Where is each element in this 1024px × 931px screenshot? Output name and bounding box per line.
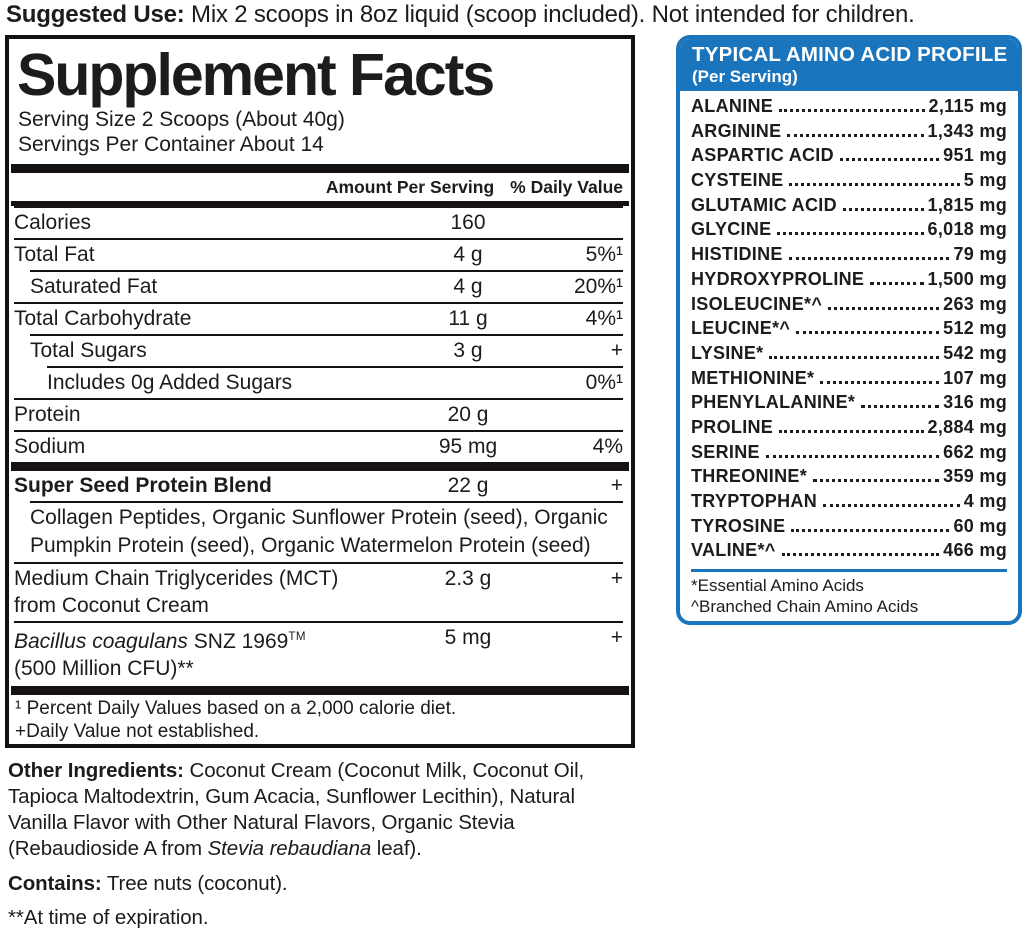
mct-label [14, 565, 393, 619]
amino-name: HYDROXYPROLINE [691, 268, 865, 289]
amino-name: ALANINE [691, 96, 774, 116]
dot-leader [782, 553, 940, 556]
dot-leader [787, 134, 923, 137]
table-row-mct [14, 562, 623, 621]
nutrient-label: Calories [14, 211, 92, 234]
amino-value: 60 mg [953, 515, 1007, 536]
amino-row [691, 491, 1007, 516]
amino-row [691, 466, 1007, 491]
blend-amount: 22 g [447, 474, 489, 497]
dot-leader [766, 455, 939, 458]
suggested-use-label: Suggested Use: [6, 1, 185, 28]
amino-name: TYROSINE [691, 515, 786, 536]
dot-leader [813, 479, 939, 482]
expiration-note: **At time of expiration. [8, 906, 209, 929]
nutrient-amount: 3 g [453, 339, 483, 362]
other-ingredients-text-1: Coconut Cream (Coconut Milk, Coconut Oil, Tapioca Maltodextrin, Gum Acacia, Sunflower Lecithin), Natural Vanilla Flavor with Other Natural Flavors, Organic Stevia (Rebaudioside A from [8, 759, 585, 860]
suggested-use [6, 1, 1020, 28]
probiotic-dv: + [610, 626, 623, 649]
amino-row [691, 442, 1007, 467]
amino-value: 512 mg [943, 318, 1007, 339]
amino-row [691, 368, 1007, 393]
amino-name: THREONINE* [691, 466, 808, 487]
amino-value: 542 mg [943, 342, 1007, 363]
blend-dv: + [610, 474, 623, 497]
amino-name: TRYPTOPHAN [691, 491, 818, 511]
dot-leader [789, 257, 950, 260]
nutrient-label: Protein [14, 403, 81, 426]
table-row-total-sugars [30, 334, 623, 366]
amino-name: LYSINE* [691, 342, 764, 363]
dot-leader [823, 504, 960, 507]
dot-leader [843, 208, 924, 211]
table-row-protein [14, 398, 623, 430]
dot-leader [820, 381, 939, 384]
amino-row [691, 121, 1007, 146]
nutrient-label: Saturated Fat [30, 275, 158, 298]
amino-row [691, 392, 1007, 417]
nutrient-dv: 5%¹ [585, 243, 623, 266]
nutrient-dv: 0%¹ [585, 371, 623, 394]
table-row-saturated-fat [30, 270, 623, 302]
probiotic-amount: 5 mg [444, 626, 492, 649]
probiotic-label [14, 624, 393, 682]
amount-per-serving-header: Amount Per Serving [325, 177, 495, 197]
amino-name: METHIONINE* [691, 367, 815, 388]
probiotic-strain: SNZ 1969 [187, 630, 289, 653]
amino-row [691, 96, 1007, 121]
probiotic-cfu: (500 Million CFU)** [14, 657, 194, 680]
blend-name: Super Seed Protein Blend [14, 474, 272, 497]
nutrient-dv: + [610, 339, 623, 362]
branched-footnote: ^Branched Chain Amino Acids [691, 597, 919, 617]
other-ingredients-text-2: leaf). [371, 837, 422, 860]
not-established-footnote: +Daily Value not established. [15, 720, 260, 742]
nutrient-label: Includes 0g Added Sugars [47, 371, 293, 394]
amino-value: 1,815 mg [927, 194, 1007, 215]
column-headers [14, 173, 623, 201]
amino-panel-header [680, 39, 1018, 91]
dot-leader [777, 232, 923, 235]
nutrient-dv: 20%¹ [573, 275, 623, 298]
amino-value: 951 mg [943, 145, 1007, 166]
nutrient-amount: 4 g [453, 275, 483, 298]
nutrient-amount: 95 mg [438, 435, 498, 458]
amino-value: 359 mg [943, 466, 1007, 487]
dot-leader [779, 430, 923, 433]
amino-name: PHENYLALANINE* [691, 392, 856, 413]
amino-row [691, 170, 1007, 195]
other-ingredients-label: Other Ingredients: [8, 759, 184, 782]
daily-value-header: % Daily Value [510, 177, 623, 197]
divider-bar [11, 686, 629, 695]
daily-value-footnote: ¹ Percent Daily Values based on a 2,000 calorie diet. [15, 698, 457, 719]
amino-name: LEUCINE*^ [691, 318, 791, 339]
amino-panel-title: TYPICAL AMINO ACID PROFILE [692, 43, 1008, 66]
amino-row [691, 145, 1007, 170]
amino-row [691, 269, 1007, 294]
amino-value: 107 mg [943, 367, 1007, 388]
servings-per-container: Servings Per Container About 14 [18, 133, 324, 156]
amino-value: 1,343 mg [927, 120, 1007, 141]
amino-name: PROLINE [691, 416, 774, 437]
amino-value: 4 mg [963, 491, 1007, 511]
facts-footnotes [14, 695, 623, 743]
contains-text: Tree nuts (coconut). [101, 872, 288, 895]
amino-acid-panel [676, 35, 1022, 625]
amino-name: SERINE [691, 441, 760, 462]
amino-name: ISOLEUCINE*^ [691, 293, 823, 314]
nutrient-dv: 4%¹ [585, 307, 623, 330]
dot-leader [769, 356, 939, 359]
amino-value: 316 mg [943, 392, 1007, 413]
nutrient-label: Total Sugars [30, 339, 147, 362]
blend-ingredients: Collagen Peptides, Organic Sunflower Protein (seed), Organic Pumpkin Protein (seed), Organic Watermelon Protein (seed) [30, 501, 623, 562]
amino-name: CYSTEINE [691, 170, 784, 191]
nutrient-amount: 20 g [447, 403, 489, 426]
supplement-facts-panel [5, 35, 635, 748]
amino-name: HISTIDINE [691, 244, 783, 265]
table-row-total-fat [14, 238, 623, 270]
probiotic-species: Bacillus coagulans [14, 630, 188, 653]
amino-row [691, 540, 1007, 565]
dot-leader [789, 183, 959, 186]
amino-value: 2,884 mg [927, 416, 1007, 437]
nutrient-dv: 4% [592, 435, 623, 458]
amino-row [691, 219, 1007, 244]
amino-value: 2,115 mg [928, 96, 1007, 116]
amino-value: 6,018 mg [927, 219, 1007, 240]
essential-footnote: *Essential Amino Acids [691, 576, 864, 596]
table-row-calories [14, 206, 623, 238]
amino-name: GLUTAMIC ACID [691, 194, 837, 215]
amino-value: 466 mg [943, 540, 1007, 561]
amino-panel-subtitle: (Per Serving) [692, 67, 798, 86]
amino-row [691, 516, 1007, 541]
nutrient-amount: 160 [450, 211, 486, 234]
stevia-species: Stevia rebaudiana [207, 837, 372, 860]
trademark-symbol: TM [288, 631, 307, 643]
table-row-total-carbohydrate [14, 302, 623, 334]
suggested-use-text: Mix 2 scoops in 8oz liquid (scoop included). Not intended for children. [184, 1, 915, 28]
divider-bar [11, 462, 629, 471]
table-row-sodium [14, 430, 623, 462]
amino-list [680, 91, 1018, 621]
amino-value: 263 mg [943, 293, 1007, 314]
contains-label: Contains: [8, 872, 102, 895]
nutrient-amount: 11 g [448, 307, 488, 330]
amino-row [691, 244, 1007, 269]
nutrient-amount: 4 g [453, 243, 483, 266]
dot-leader [840, 158, 939, 161]
dot-leader [828, 307, 939, 310]
amino-name: VALINE*^ [691, 540, 776, 561]
amino-value: 662 mg [943, 441, 1007, 462]
mct-dv: + [610, 567, 623, 590]
amino-row [691, 318, 1007, 343]
other-ingredients [8, 758, 598, 862]
dot-leader [796, 331, 939, 334]
amino-value: 5 mg [963, 170, 1007, 191]
serving-size: Serving Size 2 Scoops (About 40g) [18, 108, 345, 131]
amino-row [691, 417, 1007, 442]
mct-line2: from Coconut Cream [14, 594, 209, 617]
table-row-protein-blend [14, 471, 623, 501]
mct-amount: 2.3 g [444, 567, 492, 590]
nutrient-label: Total Carbohydrate [14, 307, 192, 330]
amino-name: GLYCINE [691, 219, 772, 240]
dot-leader [779, 109, 924, 112]
table-row-probiotic [14, 621, 623, 684]
amino-row [691, 294, 1007, 319]
nutrient-label: Total Fat [14, 243, 95, 266]
amino-value: 1,500 mg [927, 268, 1007, 289]
amino-name: ASPARTIC ACID [691, 145, 834, 166]
dot-leader [791, 529, 949, 532]
dot-leader [861, 405, 939, 408]
amino-divider [691, 569, 1007, 572]
dot-leader [870, 282, 923, 285]
supplement-facts-title: Supplement Facts [17, 42, 494, 108]
bottom-text-block [8, 758, 598, 931]
divider-bar [11, 164, 629, 173]
amino-value: 79 mg [953, 244, 1007, 265]
amino-row [691, 195, 1007, 220]
contains-statement [8, 871, 598, 897]
amino-row [691, 343, 1007, 368]
table-row-added-sugars [47, 366, 623, 398]
amino-name: ARGININE [691, 120, 782, 141]
nutrient-label: Sodium [14, 435, 86, 458]
mct-line1: Medium Chain Triglycerides (MCT) [14, 567, 339, 590]
